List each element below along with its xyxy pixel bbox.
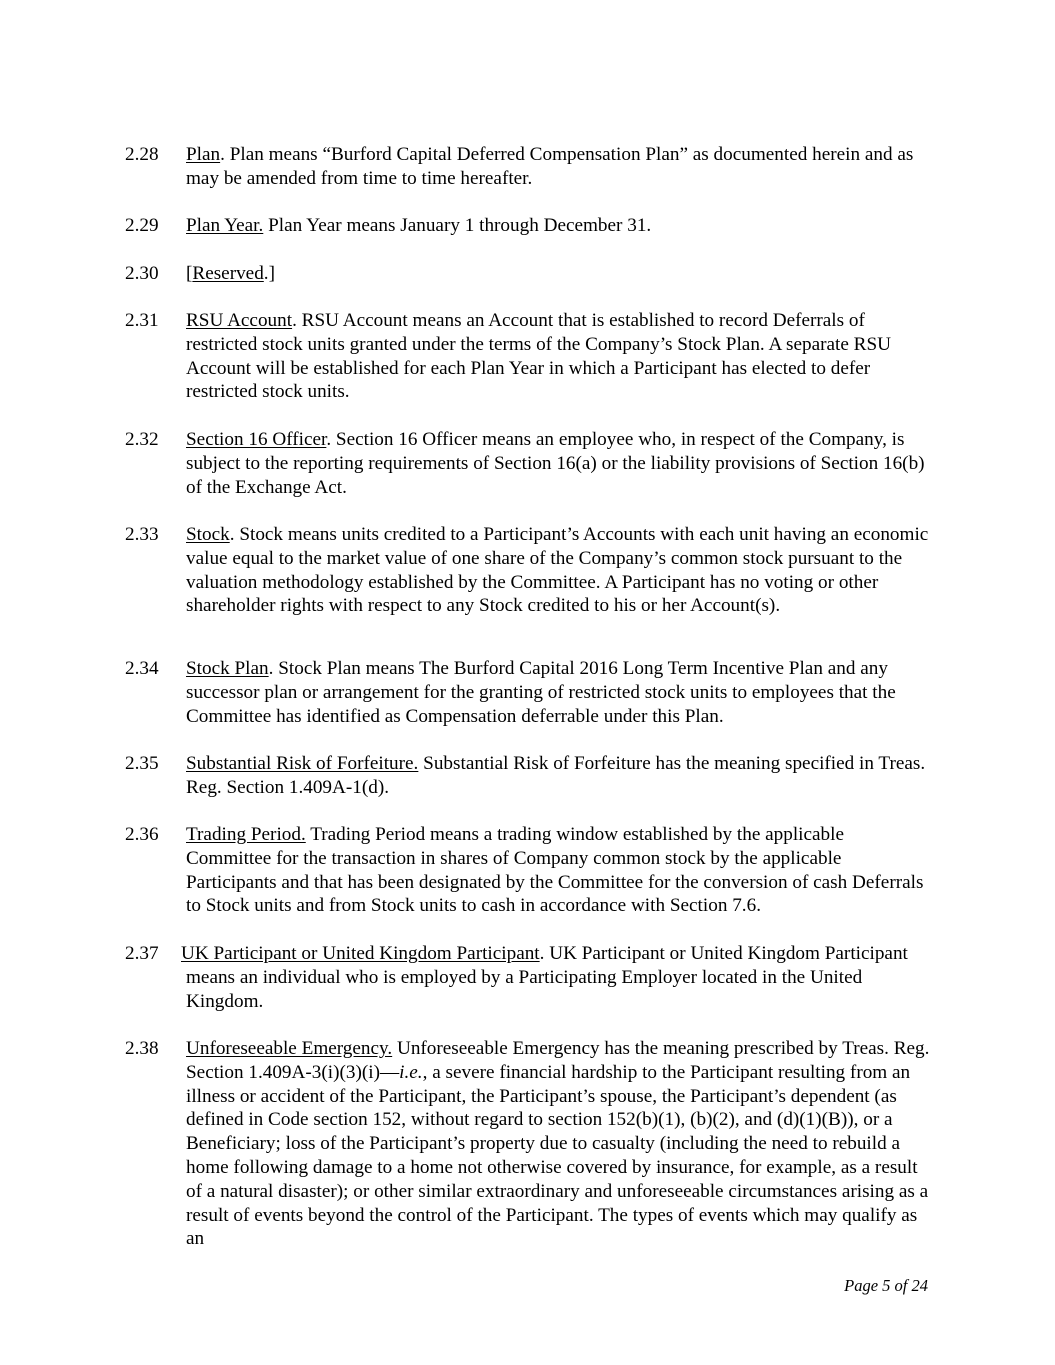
defined-term: Section 16 Officer: [186, 429, 327, 450]
section-number: 2.37: [125, 943, 159, 964]
defined-term: RSU Account: [186, 310, 293, 331]
section-number: 2.31: [125, 310, 159, 331]
section-number: 2.36: [125, 824, 159, 845]
section-body: [186, 143, 931, 191]
term-punctuation: .]: [263, 263, 275, 284]
section-body: [186, 752, 931, 800]
defined-term: Plan Year.: [186, 215, 264, 236]
definition-text: RSU Account means an Account that is established to record Deferrals of restricted stock units granted under the terms of the Company’s Stock Plan. A separate RSU Account will be established for each Plan Year in which a Participant has elected to defer restricted stock units.: [186, 310, 892, 403]
definition-text: Section 16 Officer means an employee who, in respect of the Company, is subject to the reporting requirements of Section 16(a) or the liability provisions of Section 16(b) of the Exchange Act.: [186, 429, 925, 498]
section-body: [186, 823, 931, 918]
definition-text: Trading Period means a trading window established by the applicable Committee for the transaction in shares of Company common stock by the applicable Participants and that has been designated by the Committee for the conversion of cash Deferrals to Stock units and from Stock units to cash in accordance with Section 7.6.: [186, 824, 924, 917]
defined-term: Stock: [186, 524, 230, 545]
definition-text: Stock Plan means The Burford Capital 2016 Long Term Incentive Plan and any successor plan or arrangement for the granting of restricted stock units to employees that the Committee has identified as Compensation deferrable under this Plan.: [186, 658, 896, 727]
term-bracket-open: [: [186, 263, 193, 284]
section-number: 2.34: [125, 658, 159, 679]
section-body: [186, 309, 931, 404]
section-body: [181, 942, 931, 1013]
section-number: 2.33: [125, 524, 159, 545]
defined-term: Reserved: [192, 263, 264, 284]
term-punctuation: .: [539, 943, 545, 964]
defined-term: Substantial Risk of Forfeiture.: [186, 753, 419, 774]
page-number-footer: Page 5 of 24: [844, 1276, 928, 1295]
term-punctuation: .: [326, 429, 332, 450]
section-body: [186, 214, 931, 238]
defined-term: UK Participant or United Kingdom Participant: [181, 943, 540, 964]
italic-abbreviation: i.e.: [399, 1061, 423, 1083]
definition-text: Stock means units credited to a Participant’s Accounts with each unit having an economic value equal to the market value of one share of the Company’s common stock pursuant to the valuation methodology established by the Committee. A Participant has no voting or other shareholder rights with respect to any Stock credited to his or her Account(s).: [186, 524, 929, 617]
defined-term: Stock Plan: [186, 658, 269, 679]
definition-text-continued: , a severe financial hardship to the Participant resulting from an illness or accident of the Participant, the Participant’s spouse, the Participant’s dependent (as defined in Code section 152, without regard to section 152(b)(1), (b)(2), and (d)(1)(B)), or a Beneficiary; loss of the Participant’s property due to casualty (including the need to rebuild a home following damage to a home not otherwise covered by insurance, for example, as a result of a natural disaster); or other similar extraordinary and unforeseeable circumstances arising as a result of events beyond the control of the Participant. The types of events which may qualify as an: [186, 1061, 929, 1250]
section-number: 2.32: [125, 429, 159, 450]
definition-text: Unforeseeable Emergency has the meaning prescribed by Treas. Reg. Section 1.409A-3(i)(3)(i)—: [186, 1038, 930, 1083]
section-number: 2.35: [125, 753, 159, 774]
term-punctuation: .: [220, 144, 225, 165]
definition-text: Plan means “Burford Capital Deferred Compensation Plan” as documented herein and as may be amended from time to time hereafter.: [186, 144, 914, 189]
section-number: 2.38: [125, 1038, 159, 1059]
section-number: 2.29: [125, 215, 159, 236]
term-punctuation: .: [292, 310, 297, 331]
section-body: [186, 262, 931, 286]
definition-text: Substantial Risk of Forfeiture has the meaning specified in Treas. Reg. Section 1.409A-1(d).: [186, 753, 926, 798]
section-number: 2.28: [125, 144, 159, 165]
section-body: [186, 523, 931, 618]
term-punctuation: .: [229, 524, 235, 545]
defined-term: Unforeseeable Emergency.: [186, 1038, 393, 1059]
defined-term: Trading Period.: [186, 824, 306, 845]
section-body: [186, 657, 931, 728]
section-number: 2.30: [125, 263, 159, 284]
definition-text: UK Participant or United Kingdom Participant means an individual who is employed by a Participating Employer located in the United Kingdom.: [186, 943, 908, 1012]
section-body: [186, 428, 931, 499]
section-body: [186, 1037, 931, 1251]
term-punctuation: .: [268, 658, 274, 679]
defined-term: Plan: [186, 144, 221, 165]
definition-text: Plan Year means January 1 through December 31.: [263, 215, 652, 236]
